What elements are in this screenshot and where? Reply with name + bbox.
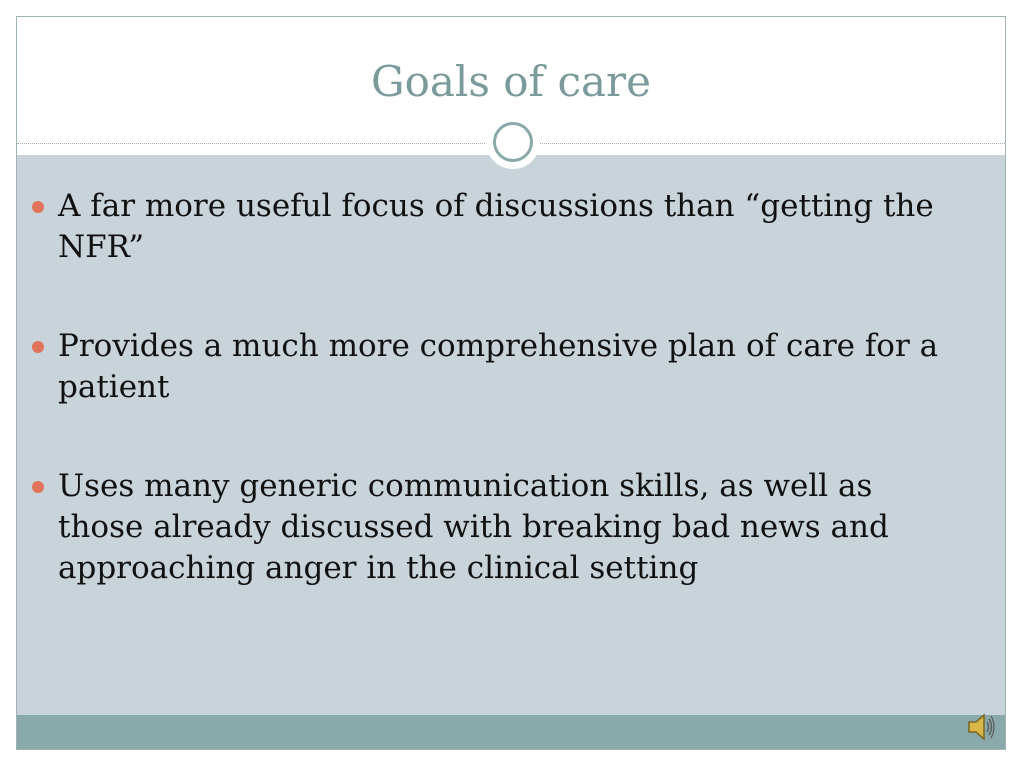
speaker-icon[interactable] [966, 710, 996, 744]
bullet-list [30, 186, 950, 647]
decorative-ring [486, 115, 540, 169]
slide-title: Goals of care [371, 57, 651, 106]
bullet-item [30, 326, 950, 408]
bullet-text: A far more useful focus of discussions than “getting the NFR” [58, 188, 934, 265]
bullet-marker [32, 481, 44, 493]
footer-band [17, 715, 1005, 750]
bullet-text: Uses many generic communication skills, as well as those already discussed with breaking bad news and approaching anger in the clinical setting [58, 468, 889, 586]
bullet-marker [32, 201, 44, 213]
bullet-marker [32, 341, 44, 353]
decorative-ring-inner [493, 122, 533, 162]
bullet-text: Provides a much more comprehensive plan of care for a patient [58, 328, 939, 405]
bullet-item [30, 466, 950, 589]
bullet-item [30, 186, 950, 268]
